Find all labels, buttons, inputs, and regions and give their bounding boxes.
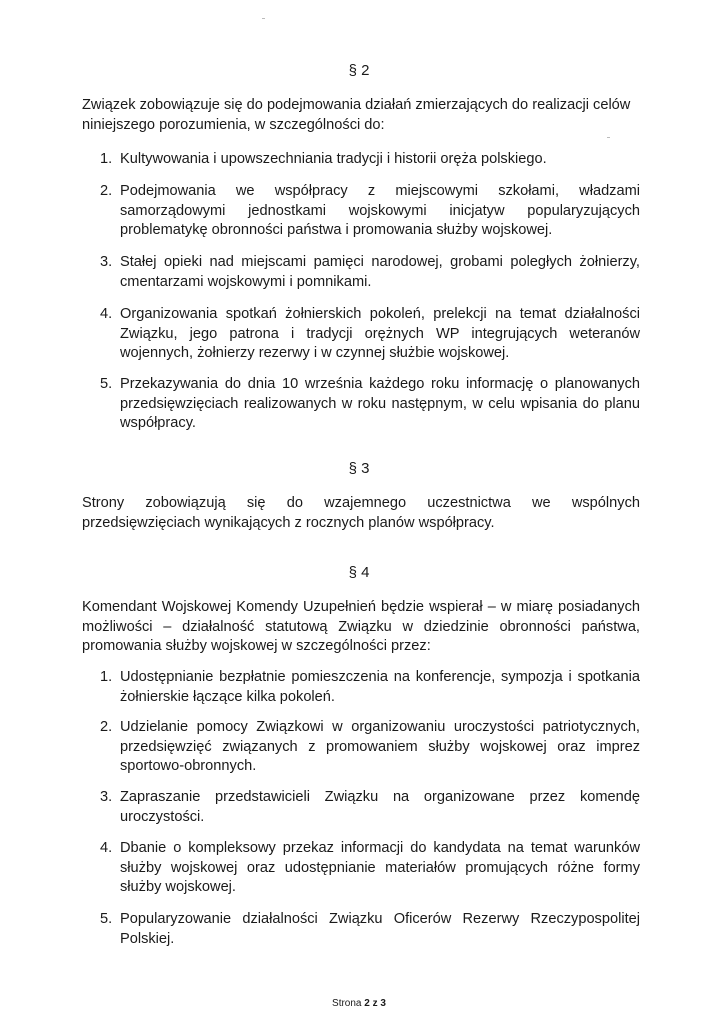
list-item-text: Organizowania spotkań żołnierskich pokoleń, prelekcji na temat działalności Związku, jego patrona i tradycji orężnych WP integrujących weteranów wojennych, żołnierzy rezerwy i w czynnej służbie wojskowej.	[120, 306, 640, 361]
section-2-intro-line-2: niniejszego porozumienia, w szczególności do:	[82, 116, 385, 133]
section-2-item-2	[100, 182, 640, 241]
section-4-item-2	[100, 718, 640, 777]
section-3-text: Strony zobowiązują się do wzajemnego uczestnictwa we wspólnych przedsięwzięciach wynikających z rocznych planów współpracy.	[82, 495, 640, 531]
list-item-text: Przekazywania do dnia 10 września każdego roku informację o planowanych przedsięwzięciach realizowanych w roku następnym, w celu wpisania do planu współpracy.	[120, 376, 640, 431]
list-item-text: Stałej opieki nad miejscami pamięci narodowej, grobami poległych żołnierzy, cmentarzami wojskowymi i pomnikami.	[120, 254, 640, 290]
list-number: 5.	[100, 376, 113, 392]
list-number: 3.	[100, 254, 113, 270]
section-4-item-4	[100, 839, 640, 898]
section-2-intro	[82, 96, 640, 135]
list-number: 4.	[100, 306, 113, 322]
section-mark-4: § 4	[348, 564, 370, 581]
page-footer	[0, 998, 718, 1009]
section-mark-3: § 3	[348, 460, 370, 477]
section-2-item-4	[100, 305, 640, 364]
section-2-intro-line-1: Związek zobowiązuje się do podejmowania działań zmierzających do realizacji celów	[82, 97, 631, 113]
list-number: 1.	[100, 151, 113, 167]
list-number: 3.	[100, 789, 113, 805]
list-number: 2.	[100, 719, 113, 735]
list-item-text: Udostępnianie bezpłatnie pomieszczenia na konferencje, sympozja i spotkania żołnierskie łączące kilka pokoleń.	[120, 669, 640, 705]
section-4-item-3	[100, 788, 640, 827]
scan-speck	[607, 137, 610, 138]
page-number: 2 z 3	[364, 998, 386, 1009]
list-item-text: Popularyzowanie działalności Związku Oficerów Rezerwy Rzeczypospolitej Polskiej.	[120, 911, 640, 947]
section-4-item-1	[100, 668, 640, 707]
scan-speck	[262, 18, 265, 19]
list-item-text: Dbanie o kompleksowy przekaz informacji do kandydata na temat warunków służby wojskowej oraz udostępnianie materiałów promujących różne formy służby wojskowej.	[120, 840, 640, 895]
list-item-text: Kultywowania i upowszechniania tradycji i historii oręża polskiego.	[120, 151, 547, 167]
section-mark-2: § 2	[348, 62, 370, 79]
list-item-text: Podejmowania we współpracy z miejscowymi szkołami, władzami samorządowymi jednostkami wojskowymi inicjatyw popularyzujących problematykę obronności państwa i promowania służby wojskowej.	[120, 183, 640, 238]
list-number: 1.	[100, 669, 113, 685]
section-2-item-3	[100, 253, 640, 292]
list-number: 5.	[100, 911, 113, 927]
footer-label: Strona	[332, 998, 365, 1009]
section-2-item-5	[100, 375, 640, 434]
list-item-text: Udzielanie pomocy Związkowi w organizowaniu uroczystości patriotycznych, przedsięwzięć związanych z promowaniem służby wojskowej oraz imprez sportowo-obronnych.	[120, 719, 640, 774]
section-4-intro: Komendant Wojskowej Komendy Uzupełnień będzie wspierał – w miarę posiadanych możliwości – działalność statutową Związku w dziedzinie obronności państwa, promowania służby wojskowej w szczególności przez:	[82, 599, 640, 654]
section-4-item-5	[100, 910, 640, 949]
section-2-item-1	[100, 150, 640, 170]
list-number: 2.	[100, 183, 113, 199]
list-item-text: Zapraszanie przedstawicieli Związku na organizowane przez komendę uroczystości.	[120, 789, 640, 825]
list-number: 4.	[100, 840, 113, 856]
